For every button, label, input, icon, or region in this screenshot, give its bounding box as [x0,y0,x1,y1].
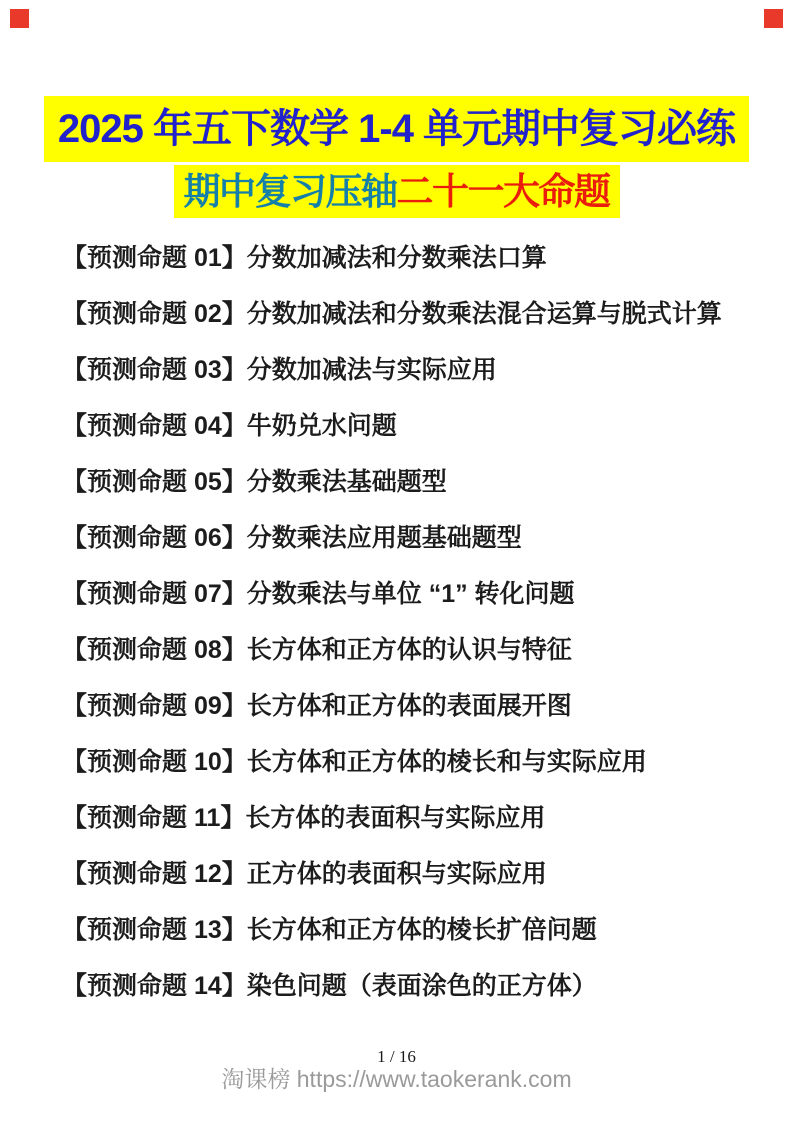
topic-label: 【预测命题 03】 [62,356,247,384]
list-item [62,844,763,900]
list-item [62,676,763,732]
title-line-2-red-text: 二十一大命题 [396,171,610,212]
topic-label: 【预测命题 09】 [62,692,247,720]
topic-text: 分数加减法和分数乘法混合运算与脱式计算 [246,300,722,328]
topic-text: 分数加减法与实际应用 [246,356,497,384]
topic-text: 分数加减法和分数乘法口算 [246,244,547,272]
list-item [62,508,763,564]
topic-label: 【预测命题 10】 [62,748,247,776]
topic-text: 分数乘法基础题型 [246,468,447,496]
title-line-1 [0,96,793,162]
list-item [62,340,763,396]
topic-text: 染色问题（表面涂色的正方体） [246,972,597,1000]
topic-text: 分数乘法应用题基础题型 [246,524,522,552]
title-line-1-highlight: 2025 年五下数学 1-4 单元期中复习必练 [44,96,749,162]
topic-label: 【预测命题 14】 [62,972,247,1000]
title-line-2 [0,165,793,218]
title-line-2-highlight [174,165,620,218]
topic-label: 【预测命题 05】 [62,468,247,496]
topic-label: 【预测命题 06】 [62,524,247,552]
predicted-topics-list [62,228,763,1012]
list-item [62,956,763,1012]
topic-label: 【预测命题 02】 [62,300,247,328]
topic-label: 【预测命题 01】 [62,244,247,272]
topic-text: 分数乘法与单位 “1” 转化问题 [246,580,575,608]
topic-text: 长方体和正方体的棱长扩倍问题 [246,916,597,944]
list-item [62,900,763,956]
topic-text: 长方体和正方体的棱长和与实际应用 [246,748,647,776]
topic-text: 长方体的表面积与实际应用 [245,804,546,832]
page-number: 1 / 16 [377,1047,416,1066]
title-line-2-blue-text: 期中复习压轴 [183,171,397,212]
topic-label: 【预测命题 12】 [62,860,247,888]
list-item [62,284,763,340]
list-item [62,396,763,452]
list-item [62,788,763,844]
topic-text: 正方体的表面积与实际应用 [246,860,547,888]
topic-label: 【预测命题 13】 [62,916,247,944]
red-corner-mark-right [764,9,783,28]
topic-label: 【预测命题 07】 [62,580,247,608]
topic-text: 长方体和正方体的表面展开图 [246,692,572,720]
watermark-text: 淘课榜 https://www.taokerank.com [221,1066,572,1092]
topic-text: 长方体和正方体的认识与特征 [246,636,572,664]
topic-text: 牛奶兑水问题 [246,412,397,440]
page-footer [0,1047,793,1092]
topic-label: 【预测命题 08】 [62,636,247,664]
topic-label: 【预测命题 04】 [62,412,247,440]
list-item [62,452,763,508]
list-item [62,732,763,788]
topic-label: 【预测命题 11】 [62,804,246,832]
list-item [62,620,763,676]
red-corner-mark-left [10,9,29,28]
list-item [62,228,763,284]
list-item [62,564,763,620]
